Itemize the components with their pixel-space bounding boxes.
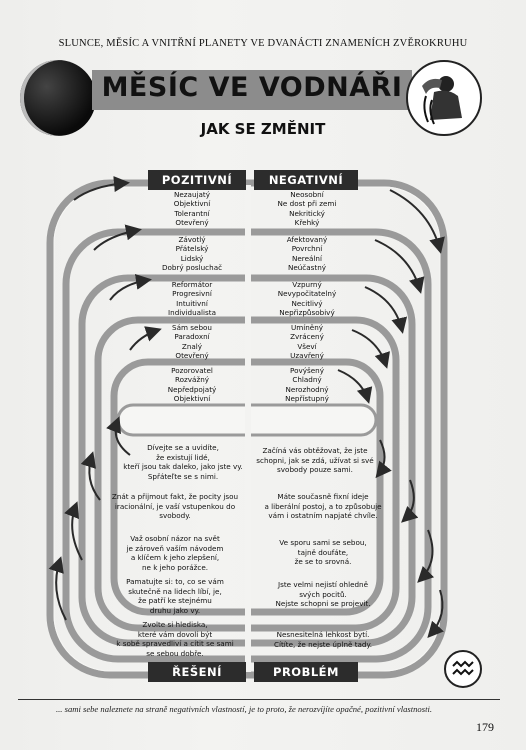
trait: Nekritický	[289, 208, 325, 218]
trait: Intuitivní	[176, 298, 208, 308]
aquarius-glyph-icon	[444, 650, 482, 688]
ring-4-negative	[252, 323, 362, 361]
trait: Znalý	[181, 341, 203, 351]
line: Cítíte, že nejste úplně tady.	[273, 639, 373, 649]
solution-column-footer: ŘEŠENÍ	[148, 662, 246, 682]
line: druhu jako vy.	[149, 605, 201, 615]
line: skutečně na lidech líbí, je,	[128, 586, 222, 596]
line: svých pocitů.	[299, 589, 347, 599]
line: že se to srovná.	[294, 557, 352, 567]
trait: Lidský	[180, 253, 204, 263]
problem-text-3	[252, 538, 394, 567]
line: svobody pouze sami.	[277, 465, 353, 475]
problem-column-footer: PROBLÉM	[254, 662, 358, 682]
trait: Nezaujatý	[173, 190, 210, 199]
line: schopni, jak se zdá, užívat si své	[256, 455, 374, 465]
line: Zvolte si hlediska,	[142, 620, 208, 629]
trait: Závotlý	[178, 235, 206, 244]
ring-5-positive	[140, 366, 244, 404]
line: ne k jeho porážce.	[141, 562, 209, 572]
ring-4-positive	[140, 323, 244, 361]
trait: Nevypočitatelný	[277, 289, 337, 299]
line: tajně doufáte,	[297, 547, 349, 557]
trait: Afektovaný	[286, 235, 328, 244]
line: vám i ostatním napjaté chvíle.	[268, 511, 378, 521]
trait: Otevřený	[175, 351, 209, 361]
ring-5-negative	[252, 366, 362, 404]
negative-column-header: NEGATIVNÍ	[254, 170, 358, 190]
line: že patří ke stejnému	[138, 596, 212, 606]
trait: Povýšený	[290, 366, 324, 375]
trait: Rozvážný	[174, 375, 210, 385]
ring-3-positive	[140, 280, 244, 318]
page-title: MĚSÍC VE VODNÁŘI	[101, 72, 403, 103]
line: kteří jsou tak daleko, jako jste vy.	[123, 462, 243, 472]
line: a liberální postoj, a to způsobuje	[264, 501, 382, 511]
line: že existují lidé,	[156, 452, 210, 462]
trait: Vzpurný	[292, 280, 322, 289]
problem-text-5	[252, 630, 394, 649]
trait: Neosobní	[290, 190, 324, 199]
line: k sobě spravedliví a cítit se sami	[116, 639, 234, 649]
trait: Otevřený	[175, 218, 209, 228]
trait: Křehký	[294, 218, 320, 228]
trait: Přátelský	[175, 244, 209, 254]
running-head: SLUNCE, MĚSÍC A VNITŘNÍ PLANETY VE DVANÁCTI ZNAMENÍCH ZVĚROKRUHU	[58, 38, 468, 49]
trait: Objektivní	[173, 199, 211, 209]
ring-1-positive	[140, 190, 244, 228]
line: Jste velmi nejistí ohledně	[277, 580, 369, 589]
solution-text-3	[104, 534, 246, 572]
line: iracionální, je vaší vstupenkou do	[114, 501, 236, 511]
trait: Progresivní	[172, 289, 212, 299]
line: Važ osobní názor na svět	[130, 534, 220, 543]
ring-2-negative	[252, 235, 362, 273]
solution-text-2	[104, 492, 246, 521]
trait: Necitlivý	[291, 298, 323, 308]
line: které vám dovolí být	[137, 629, 213, 639]
line: Spřáteľte se s nimi.	[147, 471, 219, 481]
trait: Nepřizpůsobivý	[279, 308, 335, 318]
problem-text-1	[252, 446, 378, 475]
solution-text-5	[104, 620, 246, 658]
line: Začíná vás obtěžovat, že jste	[262, 446, 368, 455]
problem-text-4	[252, 580, 394, 609]
trait: Individualista	[168, 308, 216, 318]
trait: Sám sebou	[172, 323, 212, 332]
trait: Dobrý posluchač	[161, 263, 223, 273]
line: se sebou dobře.	[146, 648, 204, 658]
trait: Nepředpojatý	[167, 384, 217, 394]
trait: Umíněný	[290, 323, 324, 332]
ring-2-positive	[140, 235, 244, 273]
positive-column-header: POZITIVNÍ	[148, 170, 246, 190]
line: Nesnesitelná lehkost bytí.	[276, 630, 370, 639]
line: Ve sporu sami se sebou,	[279, 538, 367, 547]
trait: Neúčastný	[287, 263, 327, 273]
ring-3-negative	[252, 280, 362, 318]
line: Pamatujte si: to, co se vám	[126, 577, 224, 586]
trait: Zvrácený	[290, 332, 324, 342]
trait: Reformátor	[171, 280, 213, 289]
line: a klíčem k jeho zlepšení,	[130, 553, 220, 563]
footnote: ... sami sebe naleznete na straně negativních vlastností, je to proto, že nerozvíjíte opačné, pozitivní vlastnosti.	[56, 704, 433, 714]
solution-text-4	[104, 577, 246, 615]
trait: Pozorovatel	[171, 366, 213, 375]
trait: Nereální	[292, 253, 322, 263]
line: Znát a přijmout fakt, že pocity jsou	[111, 492, 239, 501]
trait: Paradoxní	[174, 332, 210, 342]
problem-text-2	[252, 492, 394, 521]
line: Nejste schopni se projevit.	[275, 599, 371, 609]
trait: Ne dost při zemi	[277, 199, 337, 209]
trait: Objektivní	[173, 394, 211, 404]
trait: Povrchní	[291, 244, 323, 254]
page-number: 179	[476, 720, 494, 734]
trait: Tolerantní	[174, 208, 210, 218]
trait: Nerozhodný	[285, 384, 329, 394]
trait: Chladný	[292, 375, 322, 385]
solution-text-1	[120, 443, 246, 481]
line: Dívejte se a uvidíte,	[147, 443, 219, 452]
line: je zároveň vaším návodem	[126, 543, 224, 553]
trait: Uzavřený	[290, 351, 324, 361]
line: Máte současně fixní ideje	[277, 492, 369, 501]
page-subtitle: JAK SE ZMĚNIT	[200, 120, 326, 138]
ring-1-negative	[252, 190, 362, 228]
trait: Nepřístupný	[285, 394, 329, 404]
line: svobody.	[159, 511, 191, 521]
trait: Vševí	[297, 341, 317, 351]
footer-rule	[18, 699, 500, 700]
